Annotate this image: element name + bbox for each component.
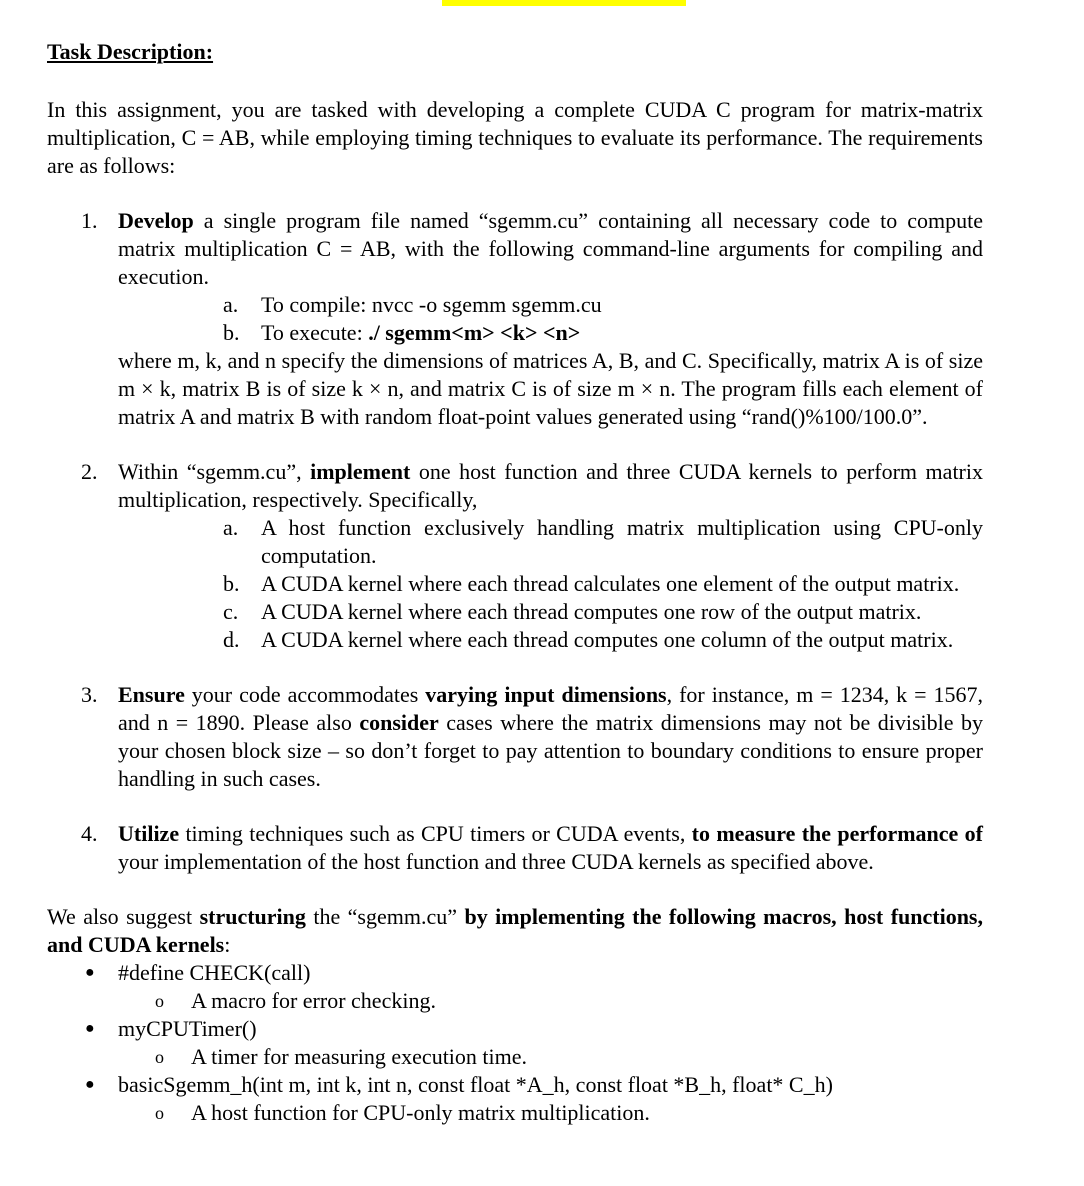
sub-item [47, 1043, 983, 1071]
task-number: 3. [81, 682, 98, 707]
step-text: A CUDA kernel where each thread computes one column of the output matrix. [261, 627, 954, 652]
sub-list [118, 1043, 983, 1071]
step-item [118, 291, 983, 319]
task-1-detail: where m, k, and n specify the dimensions of matrices A, B, and C. Specifically, matrix A is of size m × k, matrix B is of size k × n, and matrix C is of size m × n. The program fills each element of matrix A and matrix B with random float-point values generated using “rand()%100/100.0”. [118, 348, 983, 429]
emphasis: consider [359, 710, 439, 735]
task-body: a single program file named “sgemm.cu” containing all necessary code to compute matrix multiplication C = AB, with the following command-line arguments for compiling and execution. [118, 208, 983, 289]
step-item [118, 598, 983, 626]
step-mark: a. [223, 515, 239, 540]
bullet-text: myCPUTimer() [118, 1016, 257, 1041]
task-number: 2. [81, 459, 98, 484]
step-mark: c. [223, 599, 239, 624]
task-item-4 [47, 820, 983, 876]
step-text: A CUDA kernel where each thread calculates one element of the output matrix. [261, 571, 960, 596]
sub-list [118, 1099, 983, 1127]
bullet-dot-icon: ● [85, 1076, 95, 1093]
suggestion-paragraph [47, 903, 983, 959]
task-item-3 [47, 681, 983, 793]
task-body: your code accommodates [184, 682, 426, 707]
emphasis: varying input dimensions [425, 682, 667, 707]
step-text: To compile: nvcc -o sgemm sgemm.cu [261, 292, 602, 317]
document-page [47, 38, 983, 1127]
step-mark: b. [223, 320, 240, 345]
task-2-text [118, 458, 983, 514]
step-text: A host function exclusively handling matrix multiplication using CPU-only computation. [261, 515, 983, 568]
step-text [190, 320, 580, 345]
sub-text: A macro for error checking. [191, 988, 436, 1013]
sub-text: A timer for measuring execution time. [191, 1044, 528, 1069]
bullet-item [47, 959, 983, 1015]
sub-item [47, 987, 983, 1015]
task-4-text [118, 820, 983, 876]
task-list [47, 207, 983, 876]
task-body: cases where the matrix dimensions may not be divisible by your chosen block size – so don’t forget to pay attention to boundary conditions to ensure proper handling in such cases. [118, 710, 983, 791]
bullet-dot-icon: ● [85, 964, 95, 981]
step-text: A CUDA kernel where each thread computes one row of the output matrix. [261, 599, 922, 624]
step-mark: b. [223, 571, 240, 596]
execute-command: ./ sgemm<m> <k> <n> [368, 320, 581, 345]
task-lead: Utilize [118, 821, 180, 846]
task-3-text [118, 681, 983, 793]
bullet-text: basicSgemm_h(int m, int k, int n, const float *A_h, const float *B_h, float* C_h) [118, 1072, 833, 1097]
task-1-steps [118, 291, 983, 347]
task-lead: implement [310, 459, 411, 484]
bullet-item [47, 1015, 983, 1071]
emphasis: by implementing the following macros, host functions, and CUDA kernels [47, 904, 983, 957]
suggest-text: We also suggest [47, 904, 200, 929]
step-item [118, 514, 983, 570]
intro-paragraph: In this assignment, you are tasked with developing a complete CUDA C program for matrix-matrix multiplication, C = AB, while employing timing techniques to evaluate its performance. The requirements are as follows: [47, 97, 983, 178]
bullet-dot-icon: ● [85, 1020, 95, 1037]
task-body: , for instance, m = 1234, k = 1567, and n = 1890. Please also [118, 682, 983, 735]
task-item-2 [47, 458, 983, 654]
step-item [118, 319, 983, 347]
task-number: 1. [81, 208, 98, 233]
step-item [118, 570, 983, 598]
task-body: timing techniques such as CPU timers or CUDA events, [179, 821, 692, 846]
hollow-circle-icon: o [155, 1047, 164, 1067]
task-lead: Ensure [118, 682, 185, 707]
step-prefix: To execute: [261, 320, 369, 345]
hollow-circle-icon: o [155, 991, 164, 1011]
step-mark: d. [223, 627, 240, 652]
task-2-steps [118, 514, 983, 654]
task-body: your implementation of the host function and three CUDA kernels as specified above. [118, 849, 874, 874]
hollow-circle-icon: o [155, 1103, 164, 1123]
step-item [118, 626, 983, 654]
emphasis: structuring [199, 904, 306, 929]
sub-item [47, 1099, 983, 1127]
bullet-text: #define CHECK(call) [118, 960, 311, 985]
task-1-text [118, 207, 983, 291]
suggest-text: : [224, 932, 231, 957]
sub-list [118, 987, 983, 1015]
sub-text: A host function for CPU-only matrix multiplication. [191, 1100, 650, 1125]
bullet-item [47, 1071, 983, 1127]
yellow-highlight-strip [442, 0, 686, 6]
task-item-1 [47, 207, 983, 431]
task-number: 4. [81, 821, 98, 846]
task-pre: Within “sgemm.cu”, [118, 459, 311, 484]
emphasis: to measure the performance of [691, 821, 983, 846]
suggested-functions-list [47, 959, 983, 1127]
step-mark: a. [223, 292, 239, 317]
suggest-text: the “sgemm.cu” [305, 904, 465, 929]
task-body: one host function and three CUDA kernels to perform matrix multiplication, respectively. Specifically, [118, 459, 983, 512]
task-lead: Develop [118, 208, 194, 233]
task-description-heading: Task Description: [47, 39, 214, 64]
